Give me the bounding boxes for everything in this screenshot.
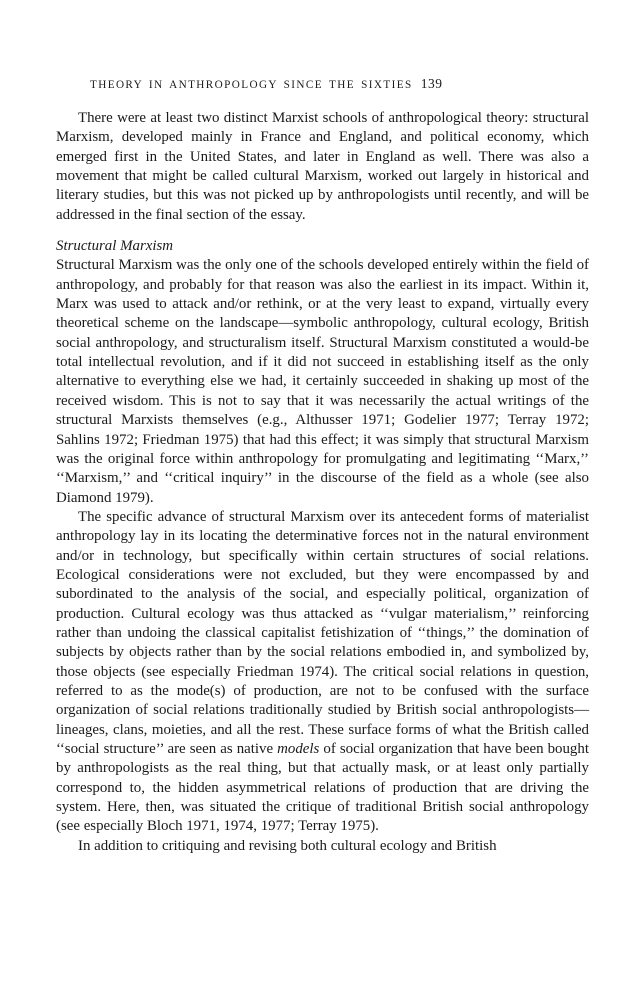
paragraph-text: of social organization that have been bought by anthropologists as the real thing, but that actually mask, or at least only partially correspond to, the hidden asymmetrical relations of production that are driving the system. Here, then, was situated the critique of traditional British social anthropology (see especially Bloch 1971, 1974, 1977; Terray 1975).: [56, 741, 589, 835]
running-head-title: THEORY IN ANTHROPOLOGY SINCE THE SIXTIES: [90, 79, 413, 91]
paragraph-critique: In addition to critiquing and revising both cultural ecology and British: [78, 837, 497, 854]
running-head: [90, 76, 579, 92]
italic-term: models: [277, 741, 320, 757]
section-heading: Structural Marxism: [56, 238, 174, 255]
paragraph-structural-marxism: Structural Marxism was the only one of the schools developed entirely within the field of anthropology, and probably for that reason was also the earliest in its impact. Within it, Marx was used to attack and/or rethink, or at the very least to expand, virtually every theoretical scheme on the landscape—symbolic anthropology, cultural ecology, British social anthropology, and structuralism itself. Structural Marxism constituted a would-be total intellectual revolution, and if it did not succeed in establishing itself as the only alternative to everything else we had, it certainly succeeded in shaking up most of the received wisdom. This is not to say that it was necessarily the actual writings of the structural Marxists themselves (e.g., Althusser 1971; Godelier 1977; Terray 1972; Sahlins 1972; Friedman 1975) that had this effect; it was simply that structural Marxism was the original force within anthropology for promulgating and legitimating ‘‘Marx,’’ ‘‘Marxism,’’ and ‘‘critical inquiry’’ in the discourse of the field as a whole (see also Diamond 1979).: [56, 257, 589, 506]
paragraph-specific-advance: [56, 508, 589, 837]
paragraph-text: The specific advance of structural Marxism over its antecedent forms of materialist anthropology lay in its locating the determinative forces not in the natural environment and/or in technology, but specifically within certain structures of social relations. Ecological considerations were not excluded, but they were encompassed by and subordinated to the analysis of the social, and especially political, organization of production. Cultural ecology was thus attacked as ‘‘vulgar materialism,’’ reinforcing rather than undoing the classical capitalist fetishization of ‘‘things,’’ the domination of subjects by objects rather than by the social relations embodied in, and symbolized by, those objects (see especially Friedman 1974). The critical social relations in question, referred to as the mode(s) of production, are not to be confused with the surface organization of social relations traditionally studied by British social anthropologists—lineages, clans, moieties, and all the rest. These surface forms of what the British called ‘‘social structure’’ are seen as native: [56, 508, 589, 757]
body-text: [56, 109, 589, 856]
paragraph-intro: There were at least two distinct Marxist schools of anthropological theory: structural Marxism, developed mainly in France and England, and political economy, which emerged first in the United States, and later in England as well. There was also a movement that might be called cultural Marxism, worked out largely in historical and literary studies, but this was not picked up by anthropologists until recently, and will be addressed in the final section of the essay.: [56, 110, 589, 223]
page-number: 139: [420, 76, 443, 91]
